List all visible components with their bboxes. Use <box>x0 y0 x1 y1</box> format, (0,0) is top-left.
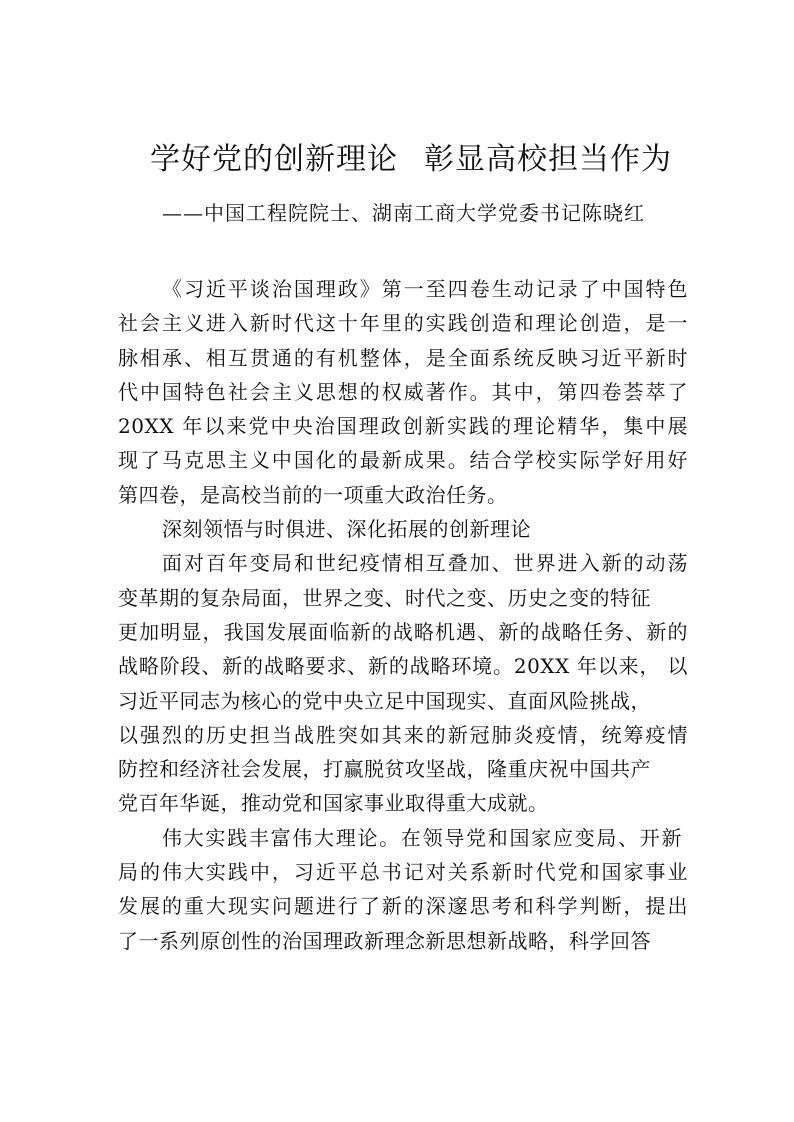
document-title <box>150 138 750 182</box>
document-subtitle: ——中国工程院院士、湖南工商大学党委书记陈晓红 <box>162 201 645 225</box>
title-part-2: 彰显高校担当作为 <box>424 142 672 177</box>
body-line: 更加明显，我国发展面临新的战略机遇、新的战略任务、新的 <box>118 619 688 644</box>
body-line: 面对百年变局和世纪疫情相互叠加、世界进入新的动荡 <box>162 551 688 576</box>
body-line: 防控和经济社会发展，打赢脱贫攻坚战，隆重庆祝中国共产 <box>118 757 651 782</box>
body-line: 变革期的复杂局面，世界之变、时代之变、历史之变的特征 <box>118 585 651 610</box>
body-line: 发展的重大现实问题进行了新的深邃思考和科学判断，提出 <box>118 894 688 919</box>
body-line: 20XX 年以来党中央治国理政创新实践的理论精华，集中展 <box>118 414 688 439</box>
body-line: 战略阶段、新的战略要求、新的战略环境。20XX 年以来， 以 <box>118 654 688 679</box>
title-part-1: 学好党的创新理论 <box>150 142 398 177</box>
body-line: 局的伟大实践中，习近平总书记对关系新时代党和国家事业 <box>118 860 688 885</box>
body-line: 习近平同志为核心的党中央立足中国现实、直面风险挑战， <box>118 688 651 713</box>
body-line: 党百年华诞，推动党和国家事业取得重大成就。 <box>118 791 549 816</box>
body-line: 代中国特色社会主义思想的权威著作。其中，第四卷荟萃了 <box>118 379 688 404</box>
body-line: 社会主义进入新时代这十年里的实践创造和理论创造，是一 <box>118 311 688 336</box>
body-line: 《习近平谈治国理政》第一至四卷生动记录了中国特色 <box>162 277 688 301</box>
body-line: 伟大实践丰富伟大理论。在领导党和国家应变局、开新 <box>162 825 682 850</box>
body-line: 了一系列原创性的治国理政新理念新思想新战略，科学回答 <box>118 928 651 953</box>
section-heading: 深刻领悟与时俱进、深化拓展的创新理论 <box>162 517 531 542</box>
body-line: 第四卷，是高校当前的一项重大政治任务。 <box>118 482 508 507</box>
body-line: 以强烈的历史担当战胜突如其来的新冠肺炎疫情，统筹疫情 <box>118 722 688 747</box>
body-line: 现了马克思主义中国化的最新成果。结合学校实际学好用好 <box>118 448 688 473</box>
body-line: 脉相承、相互贯通的有机整体，是全面系统反映习近平新时 <box>118 345 688 370</box>
document-body <box>118 272 688 958</box>
